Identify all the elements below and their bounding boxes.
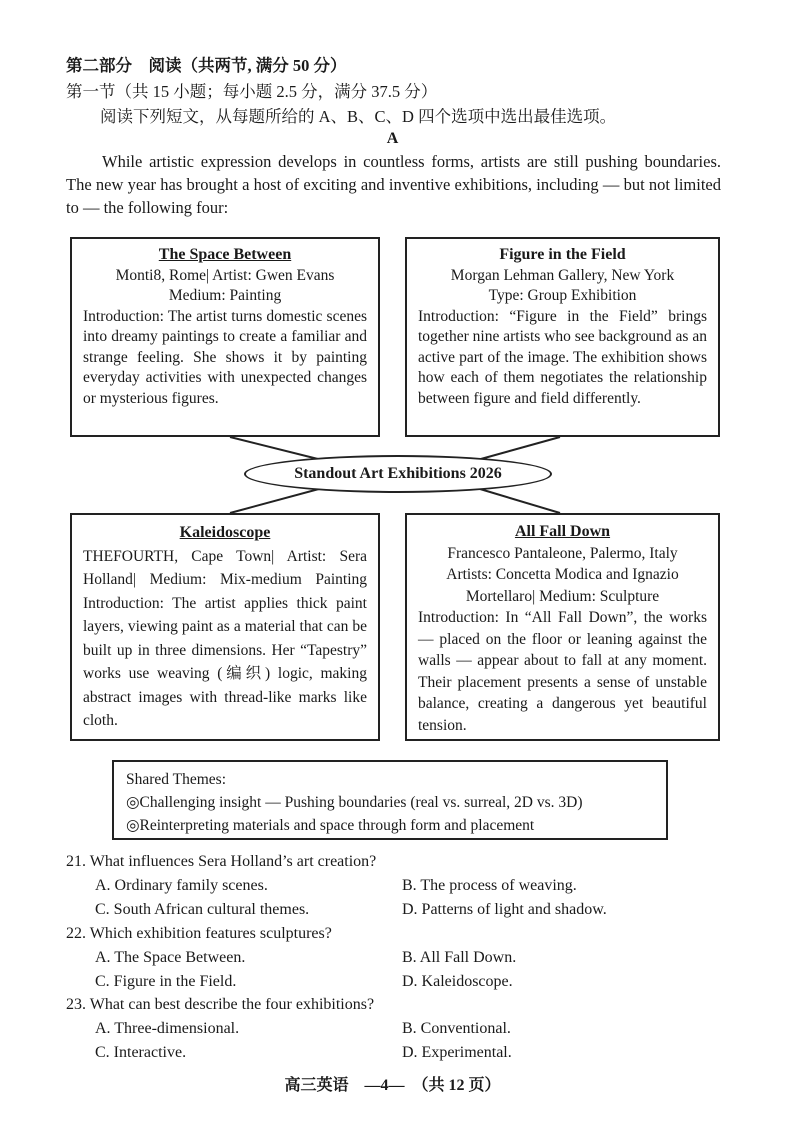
option-23d[interactable]: D. Experimental. (402, 1044, 512, 1061)
exhibition-detail: Morgan Lehman Gallery, New York (450, 266, 675, 284)
shared-themes-box (112, 760, 668, 840)
exhibition-box-all-fall-down (405, 513, 720, 741)
exhibition-detail: Artists: Concetta Modica and Ignazio (446, 566, 679, 583)
section-heading: 第一节（共 15 小题；每小题 2.5 分，满分 37.5 分） (66, 82, 438, 101)
exhibition-title: Figure in the Field (499, 246, 626, 263)
exhibition-title: The Space Between (158, 246, 292, 263)
exhibition-detail: Francesco Pantaleone, Palermo, Italy (447, 544, 678, 562)
option-23a[interactable]: A. Three-dimensional. (95, 1020, 240, 1037)
exhibition-detail: Type: Group Exhibition (488, 287, 637, 304)
exhibition-detail: Medium: Painting (168, 287, 282, 304)
exhibition-box-figure-field (405, 237, 720, 437)
themes-heading: Shared Themes: (126, 771, 227, 788)
question-22: 22. Which exhibition features sculptures? (66, 925, 332, 942)
option-22c[interactable]: C. Figure in the Field. (95, 973, 237, 990)
diagram-center-title: Standout Art Exhibitions 2026 (244, 455, 552, 493)
option-23b[interactable]: B. Conventional. (402, 1020, 511, 1037)
page-footer: 高三英语 —4— （共 12 页） (284, 1077, 501, 1094)
exhibition-box-space-between (70, 237, 380, 437)
exhibition-detail: Mortellaro| Medium: Sculpture (465, 587, 660, 605)
exhibition-introduction: Introduction: The artist turns domestic scenes into dreamy paintings to create a familiar and strange feeling. She shows it by painting everyday activities with unexpected changes or mysterious figures. (83, 307, 367, 407)
theme-item: ◎Reinterpreting materials and space through form and placement (126, 817, 535, 834)
option-22b[interactable]: B. All Fall Down. (402, 949, 517, 966)
exhibition-introduction: THEFOURTH, Cape Town| Artist: Sera Holland| Medium: Mix-medium Painting Introduction: The artist applies thick paint layers, viewing paint as a material that can be built up in three dimensions. Her “Tapestry” works use weaving (编织) logic, making abstract images with thread-like marks like cloth. (83, 547, 367, 729)
exhibition-title: All Fall Down (514, 523, 611, 540)
part-heading: 第二部分 阅读（共两节, 满分 50 分） (66, 56, 347, 75)
question-21: 21. What influences Sera Holland’s art creation? (66, 853, 377, 870)
option-23c[interactable]: C. Interactive. (95, 1044, 187, 1061)
option-21c[interactable]: C. South African cultural themes. (95, 901, 310, 918)
instruction: 阅读下列短文，从每题所给的 A、B、C、D 四个选项中选出最佳选项。 (100, 107, 617, 126)
option-21a[interactable]: A. Ordinary family scenes. (95, 877, 268, 894)
passage-label: A (386, 130, 399, 147)
exhibition-title: Kaleidoscope (179, 524, 271, 541)
option-21b[interactable]: B. The process of weaving. (402, 877, 577, 894)
theme-item: ◎Challenging insight — Pushing boundaries (real vs. surreal, 2D vs. 3D) (126, 794, 583, 811)
exhibition-introduction: Introduction: In “All Fall Down”, the works — placed on the floor or leaning against the walls — appear about to fall at any moment. Their placement presents a sense of unstable balance, creating a dangerous yet beautiful tension. (418, 609, 707, 734)
passage-intro: While artistic expression develops in countless forms, artists are still pushing boundaries. The new year has brought a host of exciting and inventive exhibitions, including — but not limited to — the following four: (66, 152, 721, 217)
question-23: 23. What can best describe the four exhibitions? (66, 996, 375, 1013)
option-21d[interactable]: D. Patterns of light and shadow. (402, 901, 607, 918)
exhibition-introduction: Introduction: “Figure in the Field” brings together nine artists who see background as an active part of the image. The exhibition shows how each of them negotiates the relationship between figure and field differently. (418, 307, 707, 407)
exhibition-detail: Monti8, Rome| Artist: Gwen Evans (115, 266, 335, 284)
option-22a[interactable]: A. The Space Between. (95, 949, 246, 966)
exhibition-box-kaleidoscope (70, 513, 380, 741)
option-22d[interactable]: D. Kaleidoscope. (402, 973, 513, 990)
